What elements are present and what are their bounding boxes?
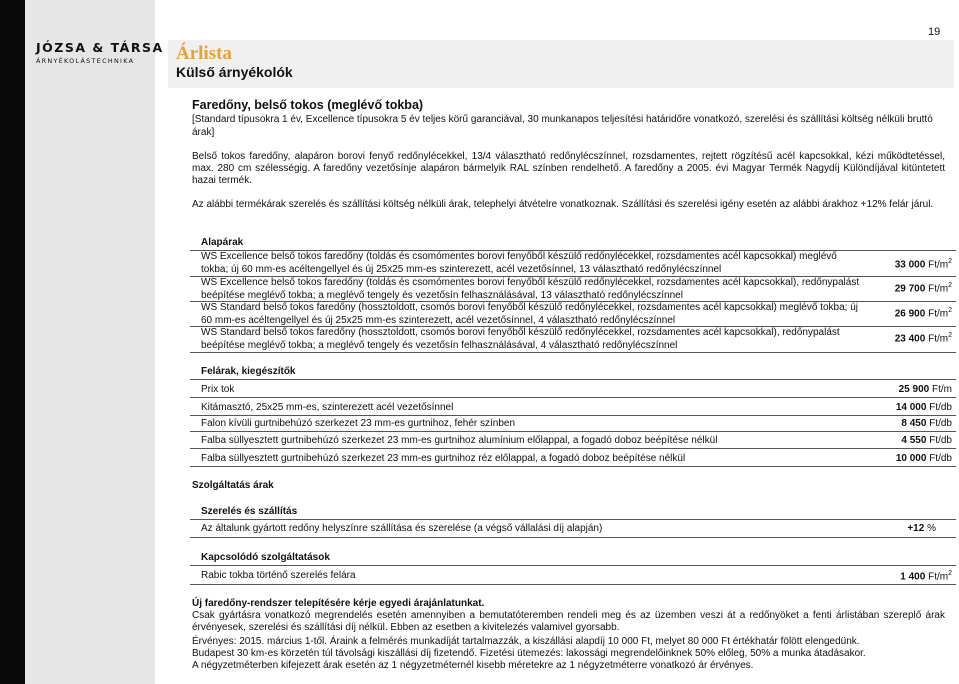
extras-row-text: Kitámasztó, 25x25 mm-es, szinterezett acél vezetősínnel [201, 402, 454, 413]
delivery-text: Az általunk gyártott redőny helyszínre szállítása és szerelése (a végső vállalási díj alapján) [201, 523, 603, 534]
base-price-row-text: WS Standard belső tokos faredőny (hossztoldott, csomós borovi fenyőből készülő redőnylécekkel, rozsdamentes acél kapcsokkal) meglévő tokba; új 60 mm-es acéltengellyel és új 25x25 mm-es szinterezett, acél vezetősínnel, 4 választható redőnylécszínnel [201, 302, 859, 326]
divider [190, 379, 956, 380]
header-subtitle: Külső árnyékolók [176, 64, 293, 80]
extras-price-value: 25 900 Ft/m [898, 384, 952, 395]
footer-payment: Budapest 30 km-es körzetén túl távolsági kiszállási díj fizetendő. Fizetési ütemezés: lakossági megrendelőinknek 50% előleg, 50% a munka átadásakor. [192, 648, 866, 659]
header-title: Árlista [176, 43, 232, 64]
divider [190, 448, 956, 449]
left-black-bar [0, 0, 25, 684]
extras-row-text: Prix tok [201, 384, 235, 395]
company-logo [36, 40, 164, 65]
related-service-price-value: 1 400 $Ft/m^2$ [900, 570, 952, 583]
related-service-text: Rabic tokba történő szerelés felára [201, 570, 356, 581]
footer-size-rule: A négyzetméterben kifejezett árak esetén az 1 négyzetméternél kisebb méretekre az 1 négyzetméterre vonatkozó ár érvényes. [192, 660, 754, 671]
section-title: Faredőny, belső tokos (meglévő tokba) [192, 98, 424, 112]
extras-heading: Felárak, kiegészítők [201, 366, 296, 377]
delivery-price-value: +12 % [907, 523, 936, 534]
related-services-heading: Kapcsolódó szolgáltatások [201, 552, 330, 563]
extras-price-value: 14 000 Ft/db [895, 402, 952, 413]
divider [190, 565, 956, 566]
base-price-row-text: WS Excellence belső tokos faredőny (toldás és csomómentes borovi fenyőből készülő redőnylécekkel, rozsdamentes acél kapcsokkal), redőnypalást beépítése meglévő tokba; a meglévő tengely és vezetősín felhasználásával, 13 választható redőnylécszínnel [201, 277, 860, 301]
divider [190, 584, 956, 585]
price-note: Az alábbi termékárak szerelés és szállítási költség nélküli árak, telephelyi átvételre vonatkoznak. Szállítási és szerelési igény esetén az alábbi árakhoz +12% felár járul. [192, 199, 934, 210]
extras-price-value: 4 550 Ft/db [901, 435, 952, 446]
divider [190, 466, 956, 467]
base-price-value: 33 000 $Ft/m^2$ [894, 258, 952, 271]
extras-price-value: 10 000 Ft/db [895, 453, 952, 464]
base-price-value: 26 900 $Ft/m^2$ [894, 307, 952, 320]
footer-bold-line: Új faredőny-rendszer telepítésére kérje egyedi árajánlatunkat. [192, 598, 485, 609]
page-number: 19 [928, 26, 941, 38]
logo-subtitle: ÁRNYÉKOLÁSTECHNIKA [36, 57, 135, 65]
divider [190, 431, 956, 432]
base-price-row-text: WS Excellence belső tokos faredőny (toldás és csomómentes borovi fenyőből készülő redőnylécekkel, rozsdamentes acél kapcsokkal) meglévő tokba; új 60 mm-es acéltengellyel és új 25x25 mm-es szinterezett, acél vezetősínnel, 13 választható redőnylécszínnel [201, 251, 837, 275]
base-prices-heading: Alapárak [201, 237, 244, 248]
warranty-note: [Standard típusokra 1 év, Excellence típusokra 5 év teljes körű garanciával, 30 munkanapos teljesítési határidőre vonatkozó, szerelési és szállítási költség nélküli bruttó árak] [192, 114, 933, 138]
footer-order-note: Csak gyártásra vonatkozó megrendelés esetén amennyiben a bemutatóteremben rendeli meg és az üzemben veszi át a redőnyöket a fenti árlistában szereplő árak érvényesek, szerelési és szállítási díj nélkül. Ebben az esetben a kivitelezés valamivel gyorsabb. [192, 610, 945, 633]
extras-price-value: 8 450 Ft/db [901, 418, 952, 429]
divider [190, 519, 956, 520]
services-heading: Szolgáltatás árak [192, 480, 274, 491]
logo-name: JÓZSA & TÁRSA [36, 40, 164, 55]
divider [190, 415, 956, 416]
extras-row-text: Falba süllyesztett gurtnibehúzó szerkezet 23 mm-es gurtnihoz alumínium előlappal, a fogadó doboz beépítése nélkül [201, 435, 718, 446]
base-price-value: 23 400 $Ft/m^2$ [894, 332, 952, 345]
extras-row-text: Falba süllyesztett gurtnibehúzó szerkezet 23 mm-es gurtnihoz réz előlappal, a fogadó doboz beépítése nélkül [201, 453, 686, 464]
product-description: Belső tokos faredőny, alapáron borovi fenyő redőnylécekkel, 13/4 választható redőnylécszínnel, rozsdamentes, rejtett rögzítésű acél kapcsokkal, kézi működtetéssel, max. 280 cm szélességig. A faredőny vezetősínje alapáron bármelyik RAL színben rendelhető. A faredőny a 2005. évi Magyar Termék Nagydíj Különdíjával kitüntetett hazai termék. [192, 151, 945, 186]
extras-row-text: Falon kívüli gurtnibehúzó szerkezet 23 mm-es gurtnihoz, fehér színben [201, 418, 516, 429]
footer-validity: Érvényes: 2015. március 1-től. Áraink a felmérés munkadíját tartalmazzák, a kiszállási alapdíj 10 000 Ft, melyet 80 000 Ft értékhatár fölött elengedünk. [192, 636, 860, 647]
side-panel [25, 0, 164, 684]
base-price-row-text: WS Standard belső tokos faredőny (hossztoldott, csomós borovi fenyőből készülő redőnylécekkel, rozsdamentes acél kapcsokkal), redőnypalást beépítése meglévő tokba; a meglévő tengely és vezetősín felhasználásával, 4 választható redőnylécszínnel [201, 327, 840, 351]
divider [190, 397, 956, 398]
base-price-value: 29 700 $Ft/m^2$ [894, 282, 952, 295]
delivery-heading: Szerelés és szállítás [201, 506, 298, 517]
divider [190, 352, 956, 353]
divider [190, 537, 956, 538]
